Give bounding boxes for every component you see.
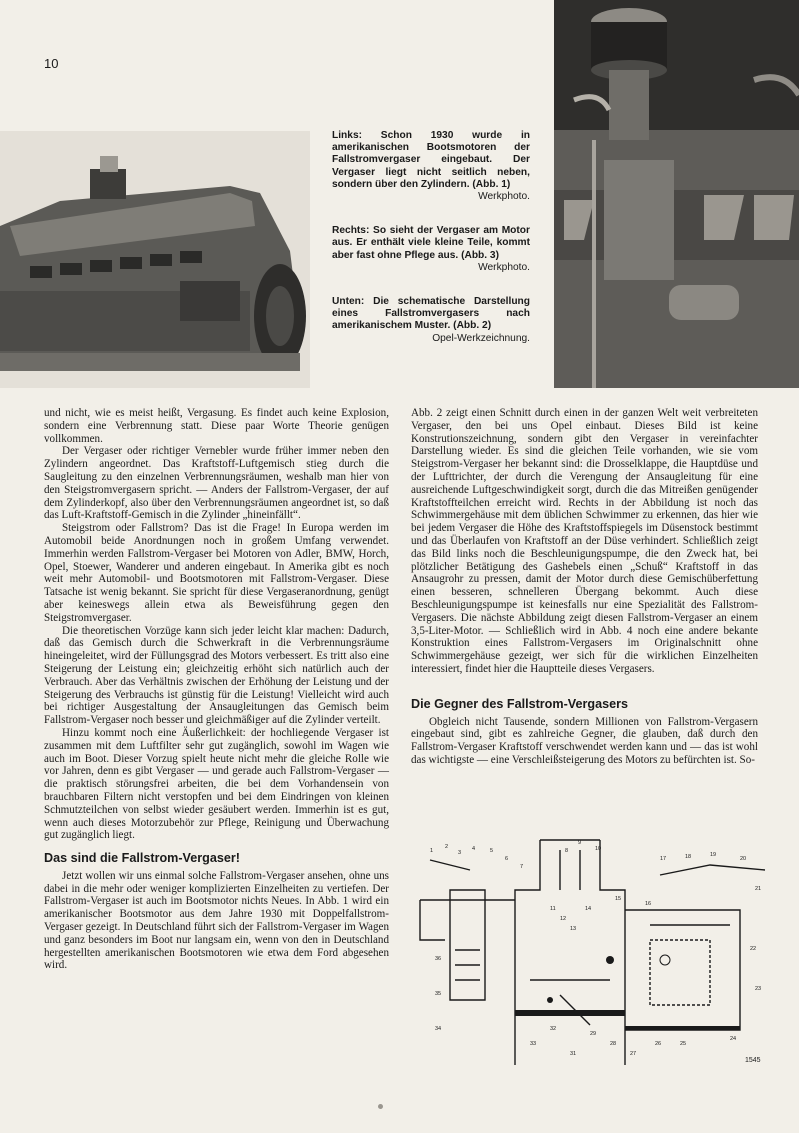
diagram-stamp: 1545 [745, 1057, 761, 1064]
diagram-part-number: 1 [430, 848, 434, 854]
diagram-part-number: 3 [458, 850, 462, 856]
diagram-part-number: 32 [550, 1026, 557, 1032]
diagram-part-number: 4 [472, 846, 476, 852]
page-dot [378, 1104, 383, 1109]
diagram-part-number: 14 [585, 906, 592, 912]
section-heading: Die Gegner des Fallstrom-Vergasers [411, 696, 628, 711]
diagram-part-number: 27 [630, 1051, 637, 1057]
diagram-part-number: 23 [755, 986, 762, 992]
right-column [411, 407, 758, 767]
diagram-part-number: 7 [520, 864, 524, 870]
caption-credit: Opel-Werkzeichnung. [432, 332, 530, 344]
paragraph: Abb. 2 zeigt einen Schnitt durch einen in der ganzen Welt weit verbreiteten Vergaser, den bei uns Opel einbaut. Dieses Bild ist keine Konstrutionszeichnung, sondern gibt den Vergaser in vereinfachter Darstellung wieder. Es sind die gleichen Teile vorhanden, wie sie vom Steigstrom-Vergaser her bekannt sind: die Drosselklappe, die Hauptdüse und der Lufttrichter, der durch die Verengung der Ansaugleitung für eine ausreichende Luftgeschwindigkeit sorgt, durch die das Mitreißen genügender Kraftstoffteilchen erreicht wird. Rechts in der Abbildung ist noch das Schwimmergehäuse mit dem üblichen Schwimmer zu erkennen, das hier wie bei jedem Vergaser die Höhe des Kraftstoffspiegels im Düsenstock bestimmt und das Überlaufen von Kraftstoff an der Düse verhindert. Schließlich zeigt das Bild links noch die Beschleunigungspumpe, die den Zweck hat, bei plötzlicher Betätigung des Gashebels einen „Schuß“ Kraftstoff in das Ansaugrohr zu pressen, damit der Motor durch diese Gemischüberfettung einen besseren, schnelleren Übergang bekommt. Auch diese Beschleunigungspumpe ist keinesfalls nur eine Spezialität des Fallstrom-Vergasers. Die nächste Abbildung zeigt diesen Fallstrom-Vergaser an einem 3,5-Liter-Motor. — Schließlich wird in Abb. 4 noch eine andere bekante Konstruktion eines Fallstrom-Vergasers im Originalschnitt ohne Schwimmergehäuse gezeigt, wer sich für die wirklichen Einzelheiten interessiert, findet hier die Hauptteile dieses Vergasers. [411, 407, 758, 675]
diagram-part-number: 9 [578, 840, 582, 846]
diagram-part-number: 13 [570, 926, 577, 932]
diagram-part-number: 10 [595, 846, 602, 852]
diagram-part-number: 5 [490, 848, 494, 854]
diagram-part-number: 24 [730, 1036, 737, 1042]
diagram-part-number: 15 [615, 896, 622, 902]
diagram-part-number: 25 [680, 1041, 687, 1047]
caption-bottom: Unten: Die schematische Darstellung eines Fallstromvergasers nach amerikanischem Muster. (Abb. 2) Opel-Werkzeichnung. [332, 296, 530, 344]
diagram-part-number: 31 [570, 1051, 577, 1057]
paragraph: und nicht, wie es meist heißt, Vergasung. Es findet auch keine Explosion, sondern eine Verbrennung statt. Diese paar Worte Theorie genügen vollkommen. [44, 407, 389, 445]
diagram-part-number: 19 [710, 852, 717, 858]
caption-credit: Werkphoto. [478, 261, 530, 273]
page-number: 10 [44, 56, 59, 71]
diagram-part-number: 11 [550, 906, 556, 912]
diagram-part-number: 2 [445, 844, 449, 850]
paragraph: Hinzu kommt noch eine Äußerlichkeit: der hochliegende Vergaser ist zusammen mit dem Luftfilter sehr gut zugänglich, sowohl im Wagen wie auch im Boot. Dieser Vorzug spielt heute nicht mehr die gleiche Rolle wie vor Jahren, denn es gibt Vergaser — und gerade auch Fallstrom-Vergaser — die praktisch störungsfrei arbeiten, die bei dem Vorhandensein von brauchbaren Filtern nicht verstopfen und bei dem Eindringen von kleinen Schmutzteilchen von selbst wieder gesäubert werden. Immerhin ist es gut, wenn auch dieses Motorzubehör zur Pflege, Reinigung und Überwachung gut zugänglich liegt. [44, 726, 389, 842]
paragraph: Steigstrom oder Fallstrom? Das ist die Frage! In Europa werden im Automobil beide Anordnungen noch in großem Umfang verwendet. Immerhin werden Fallstrom-Vergaser bei Motoren von Adler, BMW, Horch, Opel, Stoewer, Wanderer und anderen eingebaut. In Amerika gibt es noch weit mehr Automobil- und Bootsmotoren mit Fallstrom-Vergaser. Diese Tatsache ist wenig bekannt. Sie spricht für diese Vergaseranordnung, genügt aber keineswegs allein etwa als Beweisführung gegen den Steigstromvergaser. [44, 522, 389, 624]
diagram-part-number: 34 [435, 1026, 442, 1032]
diagram-part-number: 28 [610, 1041, 617, 1047]
diagram-part-number: 35 [435, 991, 442, 997]
diagram-part-number: 18 [685, 854, 692, 860]
diagram-part-number: 6 [505, 856, 509, 862]
paragraph: Obgleich nicht Tausende, sondern Millionen von Fallstrom-Vergasern eingebaut sind, gibt es zahlreiche Gegner, die glauben, daß durch den Fallstrom-Vergaser Kraftstoff verschwendet werden kann und — das ist wohl das wichtigste — eine Verschleißsteigerung des Motors zu befürchten ist. So- [411, 715, 758, 766]
left-column [44, 407, 389, 972]
diagram-part-number: 33 [530, 1041, 537, 1047]
diagram-part-number: 17 [660, 856, 667, 862]
diagram-part-number: 22 [750, 946, 757, 952]
caption-credit: Werkphoto. [478, 191, 530, 203]
engine-photo-left [0, 131, 310, 388]
paragraph: Der Vergaser oder richtiger Vernebler wurde früher immer neben den Zylindern angeordnet. Das Kraftstoff-Luftgemisch stieg durch die Saugleitung zu den einzelnen Verbrennungsräumen, weshalb man hier von den Steigstromvergasern spricht. — Anders der Fallstrom-Vergaser, der auf dem Zylinderkopf, also über den Verbrennungsräumen angeordnet ist, so daß das Luft-Kraftstoff-Gemisch in die Zylinder „hineinfällt“. [44, 445, 389, 522]
diagram-part-number: 20 [740, 856, 747, 862]
engine-photo-right [554, 0, 799, 388]
paragraph: Jetzt wollen wir uns einmal solche Fallstrom-Vergaser ansehen, ohne uns dabei in die mehr oder weniger komplizierten Einzelheiten zu vertiefen. Der Fallstrom-Vergaser ist auch im Bootsmotor nichts Neues. In Abb. 1 wird ein amerikanischer Bootsmotor aus dem Jahre 1930 mit Doppelfallstrom-Vergaser gezeigt. In Deutschland führt sich der Fallstrom-Vergaser im Wagen und ganz besonders im Boot nur langsam ein, wenn von den in Deutschland hergestellten amerikanischen Bootsmotoren wie etwa dem Ford abgesehen wird. [44, 869, 389, 972]
paragraph: Die theoretischen Vorzüge kann sich jeder leicht klar machen: Dadurch, daß das Gemisch durch die Schwerkraft in die Verbrennungsräume hineingeleitet, wird der Füllungsgrad des Motors verbessert. Es tritt also eine Steigerung der Leistung ein; gleichzeitig erhöht sich natürlich auch der Verbrauch. Aber das Verhältnis zwischen der Erhöhung der Leistung und der Steigerung des Verbrauchs ist günstig für die Leistung! Vielleicht wird auch bei richtiger Ausgestaltung der Ansaugleitungen das Gemisch beim Fallstrom-Vergaser noch besser und gleichmäßiger auf die Zylinder verteilt. [44, 624, 389, 727]
diagram-part-number: 36 [435, 956, 442, 962]
caption-left: Links: Schon 1930 wurde in amerikanischen Bootsmotoren der Fallstromvergaser eingebaut. Der Vergaser liegt nicht seitlich neben, sondern über den Zylindern. (Abb. 1) Werkphoto. [332, 130, 530, 203]
caption-right: Rechts: So sieht der Vergaser am Motor aus. Er enthält viele kleine Teile, kommt aber fast ohne Pflege aus. (Abb. 3) Werkphoto. [332, 225, 530, 273]
diagram-part-number: 26 [655, 1041, 662, 1047]
diagram-part-number: 12 [560, 916, 567, 922]
diagram-part-number: 29 [590, 1031, 597, 1037]
section-heading: Das sind die Fallstrom-Vergaser! [44, 851, 240, 866]
diagram-part-number: 8 [565, 848, 569, 854]
captions [332, 130, 530, 367]
diagram-part-number: 16 [645, 901, 652, 907]
carburettor-diagram [410, 830, 782, 1070]
diagram-part-number: 21 [755, 886, 762, 892]
